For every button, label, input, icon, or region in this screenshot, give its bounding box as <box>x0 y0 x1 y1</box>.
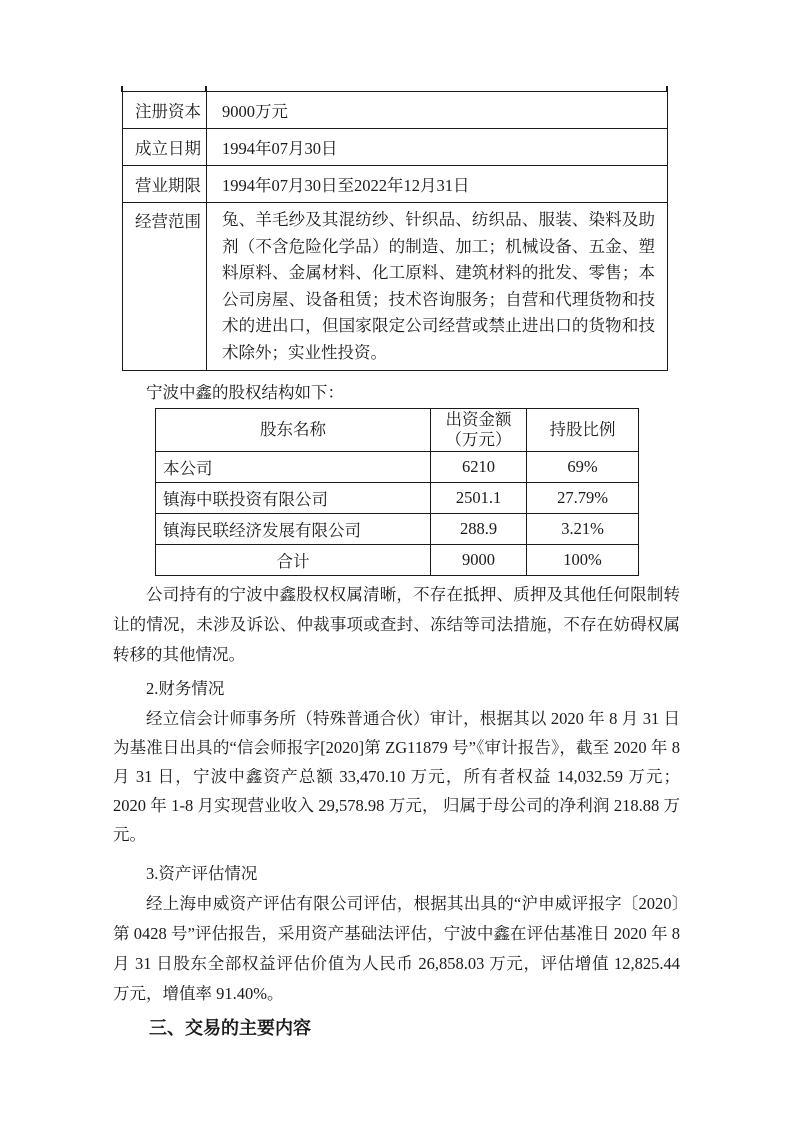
shareholder-name: 镇海民联经济发展有限公司 <box>156 514 431 545</box>
shareholder-name: 本公司 <box>156 452 431 483</box>
registered-capital-label: 注册资本 <box>123 92 207 129</box>
equity-status-paragraph: 公司持有的宁波中鑫股权权属清晰，不存在抵押、质押及其他任何限制转让的情况，未涉及诉讼、仲裁事项或查封、冻结等司法措施，不存在妨碍权属转移的其他情况。 <box>113 585 680 664</box>
table-header-row <box>156 409 639 452</box>
valuation-paragraph: 经上海申威资产评估有限公司评估，根据其出具的“沪申威评报字〔2020〕第 0428 号”评估报告，采用资产基础法评估，宁波中鑫在评估基准日 2020 年 8 月 31 日股东全部权益评估价值为人民币 26,858.03 万元，评估增值 12,825.44 万元，增值率 91.40%。 <box>113 894 680 1003</box>
business-term-value: 1994年07月30日至2022年12月31日 <box>207 166 668 203</box>
contribution-amount: 2501.1 <box>431 483 527 514</box>
contribution-amount: 6210 <box>431 452 527 483</box>
total-label: 合计 <box>156 545 431 576</box>
table-row <box>123 129 668 166</box>
company-info-table <box>122 91 668 371</box>
establish-date-value: 1994年07月30日 <box>207 129 668 166</box>
total-contribution-amount: 9000 <box>431 545 527 576</box>
finance-paragraph: 经立信会计师事务所（特殊普通合伙）审计，根据其以 2020 年 8 月 31 日为基准日出具的“信会师报字[2020]第 ZG11879 号”《审计报告》，截至 2020 年 8 月 31 日，宁波中鑫资产总额 33,470.10 万元，所有者权益 14,032.59 万元；2020 年 1-8 月实现营业收入 29,578.98 万元， 归属于母公司的净利润 218.88 万元。 <box>113 709 680 844</box>
shareholding-ratio: 3.21% <box>527 514 639 545</box>
shareholding-ratio: 27.79% <box>527 483 639 514</box>
contribution-amount: 288.9 <box>431 514 527 545</box>
business-scope-value: 兔、羊毛纱及其混纺纱、针织品、纺织品、服装、染料及助剂（不含危险化学品）的制造、加工；机械设备、五金、塑料原料、金属材料、化工原料、建筑材料的批发、零售；本公司房屋、设备租赁；技术咨询服务；自营和代理货物和技术的进出口，但国家限定公司经营或禁止进出口的货物和技术除外；实业性投资。 <box>207 203 668 371</box>
table-row <box>123 166 668 203</box>
business-term-label: 营业期限 <box>123 166 207 203</box>
business-scope-label: 经营范围 <box>123 203 207 371</box>
main-section-heading: 三、交易的主要内容 <box>149 1018 311 1038</box>
col-header-shareholding-ratio: 持股比例 <box>527 409 639 452</box>
table-row <box>123 92 668 129</box>
table-row <box>156 452 639 483</box>
total-shareholding-ratio: 100% <box>527 545 639 576</box>
table-row <box>156 483 639 514</box>
table-row <box>123 203 668 371</box>
col-header-contribution-amount: 出资金额（万元） <box>431 409 527 452</box>
shareholding-intro-text: 宁波中鑫的股权结构如下： <box>146 383 344 402</box>
finance-section-heading: 2.财务情况 <box>146 679 225 698</box>
valuation-section-heading: 3.资产评估情况 <box>146 864 258 883</box>
registered-capital-value: 9000万元 <box>207 92 668 129</box>
table-total-row <box>156 545 639 576</box>
shareholding-ratio: 69% <box>527 452 639 483</box>
table-row <box>156 514 639 545</box>
shareholding-structure-table <box>155 408 639 576</box>
col-header-shareholder-name: 股东名称 <box>156 409 431 452</box>
shareholder-name: 镇海中联投资有限公司 <box>156 483 431 514</box>
establish-date-label: 成立日期 <box>123 129 207 166</box>
